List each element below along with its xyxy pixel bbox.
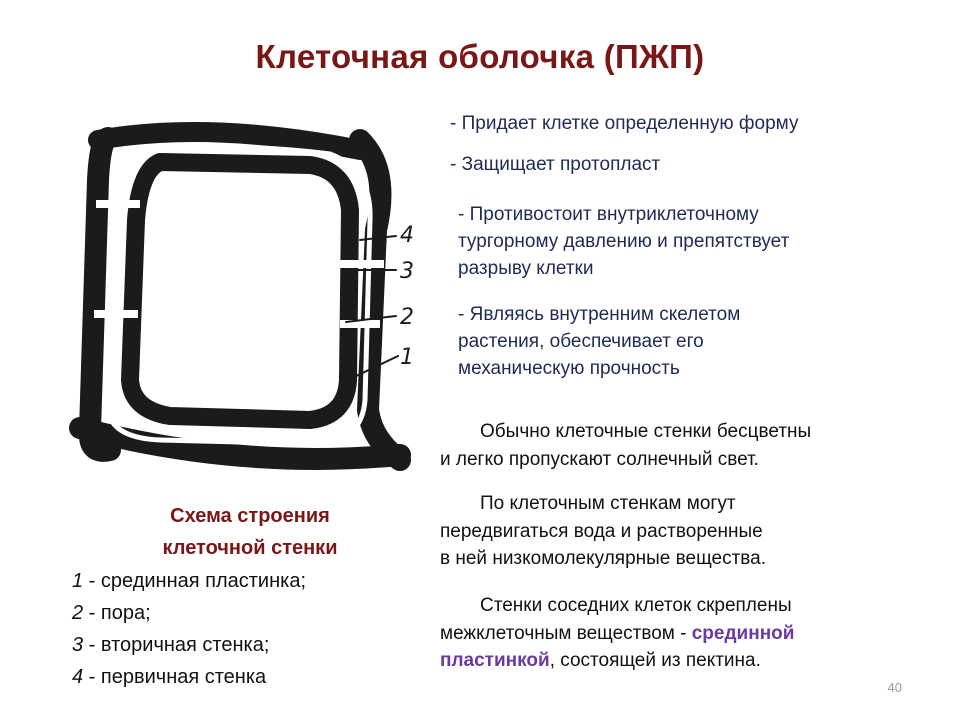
paragraph-line: межклеточным веществом -	[440, 622, 692, 644]
highlight-term: срединной	[691, 622, 795, 644]
legend-item	[72, 661, 306, 693]
diagram-label-4: 4	[400, 223, 414, 248]
paragraph-colorless	[440, 418, 811, 473]
legend-number: 2	[72, 602, 84, 624]
legend-number: 1	[72, 570, 84, 592]
bullet-line: разрыву клетки	[458, 258, 594, 279]
bullet-line: - Придает клетке определенную форму	[450, 113, 799, 134]
bullet-turgor	[458, 201, 789, 282]
highlight-term: пластинкой	[440, 650, 550, 671]
secondary-wall	[130, 162, 350, 420]
diagram-label-2: 2	[400, 305, 414, 330]
paragraph-line: и легко пропускают солнечный свет.	[440, 448, 759, 470]
diagram-legend	[72, 565, 306, 693]
diagram-caption	[100, 500, 400, 564]
caption-line: Схема строения	[170, 505, 330, 527]
legend-text: - первичная стенка	[83, 666, 267, 688]
diagram-label-1: 1	[400, 345, 414, 370]
diagram-label-3: 3	[400, 259, 414, 284]
bullet-form	[450, 110, 798, 137]
paragraph-line: Обычно клеточные стенки бесцветны	[480, 421, 812, 442]
paragraph-line: , состоящей из пектина.	[549, 650, 761, 671]
bullet-skeleton	[458, 301, 740, 382]
bullet-line: механическую прочность	[458, 358, 680, 379]
legend-item	[72, 597, 306, 629]
pore	[96, 200, 140, 208]
legend-item	[72, 565, 306, 597]
pore	[94, 310, 138, 318]
paragraph-line: По клеточным стенкам могут	[480, 493, 736, 514]
legend-number: 3	[72, 634, 84, 656]
paragraph-line: передвигаться вода и растворенные	[440, 520, 763, 542]
legend-text: - пора;	[83, 602, 151, 624]
pore	[340, 260, 384, 268]
legend-number: 4	[72, 666, 84, 688]
paragraph-line: Стенки соседних клеток скреплены	[480, 595, 792, 616]
bullet-protect	[450, 151, 660, 178]
paragraph-line: в ней низкомолекулярные вещества.	[440, 548, 767, 569]
bullet-line: - Противостоит внутриклеточному	[458, 204, 759, 225]
caption-line: клеточной стенки	[162, 537, 338, 559]
bullet-line: тургорному давлению и препятствует	[458, 231, 790, 252]
page-title: Клеточная оболочка (ПЖП)	[255, 38, 705, 75]
bullet-line: - Являясь внутренним скелетом	[458, 304, 741, 325]
paragraph-middle-lamella	[440, 592, 794, 675]
legend-text: - вторичная стенка;	[83, 634, 270, 656]
legend-item	[72, 629, 306, 661]
bullet-line: растения, обеспечивает его	[458, 331, 704, 352]
bullet-line: - Защищает протопласт	[450, 154, 661, 175]
paragraph-transport	[440, 490, 766, 573]
cell-wall-diagram	[60, 110, 420, 490]
legend-text: - срединная пластинка;	[83, 570, 307, 592]
page-number: 40	[887, 680, 902, 695]
